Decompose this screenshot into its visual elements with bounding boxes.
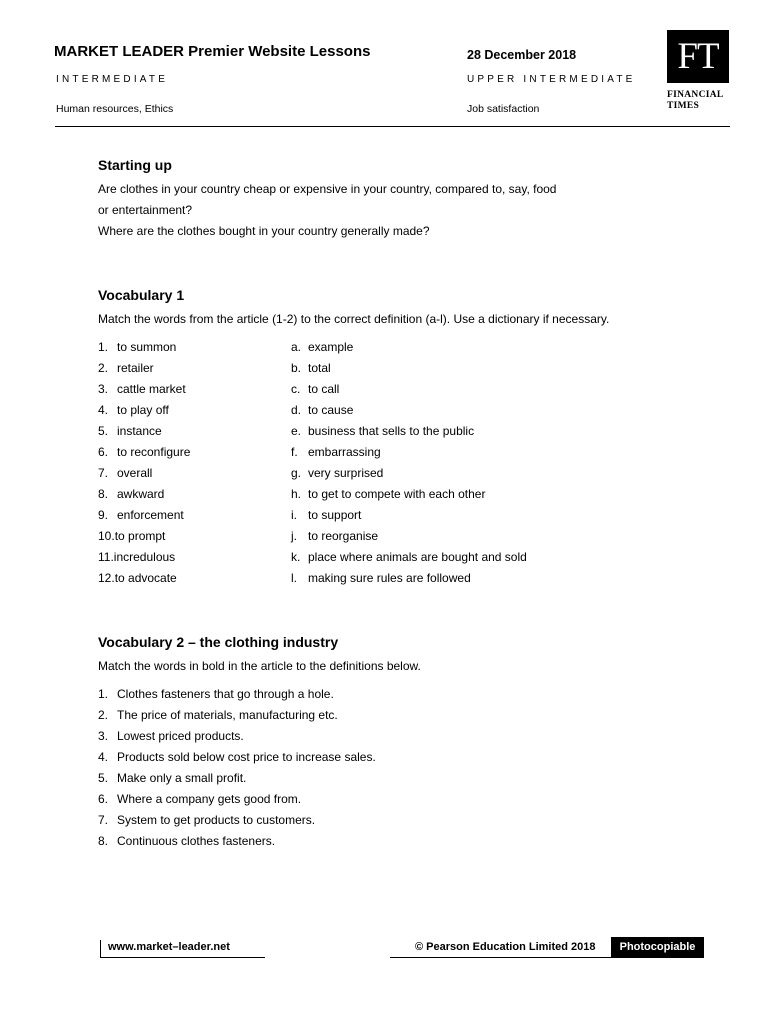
item-text: retailer — [117, 361, 154, 375]
item-text: Products sold below cost price to increase sales. — [117, 750, 376, 764]
item-text: Make only a small profit. — [117, 771, 247, 785]
topic-left: Human resources, Ethics — [56, 103, 174, 115]
list-item — [291, 337, 527, 358]
list-item — [291, 526, 527, 547]
item-number: 3. — [98, 729, 109, 743]
list-item — [98, 358, 190, 379]
item-number: 6. — [98, 792, 109, 806]
list-item — [291, 568, 527, 589]
item-text: Continuous clothes fasteners. — [117, 834, 276, 848]
list-item — [98, 505, 190, 526]
item-number: 3. — [98, 382, 109, 396]
vocab1-definition-list — [291, 337, 527, 589]
list-item — [291, 421, 527, 442]
vocab1-word-list — [98, 337, 190, 589]
ft-logo-sub-line2: TIMES — [667, 101, 700, 111]
item-text: to prompt — [114, 529, 166, 543]
list-item — [291, 547, 527, 568]
list-item — [291, 379, 527, 400]
ft-logo-sub-line1: FINANCIAL — [667, 90, 724, 100]
item-text: example — [308, 340, 354, 354]
item-letter: h. — [291, 487, 302, 501]
item-letter: i. — [291, 508, 297, 522]
item-text: Lowest priced products. — [117, 729, 244, 743]
vocab2-list — [98, 684, 376, 852]
item-number: 4. — [98, 750, 109, 764]
list-item — [98, 547, 190, 568]
item-text: to play off — [117, 403, 169, 417]
list-item — [98, 379, 190, 400]
list-item — [98, 568, 190, 589]
item-letter: j. — [291, 529, 297, 543]
page-title: MARKET LEADER Premier Website Lessons — [54, 43, 371, 60]
level-left: INTERMEDIATE — [56, 74, 169, 85]
item-letter: a. — [291, 340, 302, 354]
item-number: 7. — [98, 466, 109, 480]
website-link[interactable]: www.market–leader.net — [108, 941, 230, 953]
vocab1-instruction: Match the words from the article (1-2) to the correct definition (a-l). Use a dictionary if necessary. — [98, 312, 610, 326]
item-text: very surprised — [308, 466, 384, 480]
ft-logo: FT — [667, 30, 729, 83]
list-item — [98, 442, 190, 463]
item-number: 2. — [98, 708, 109, 722]
item-number: 2. — [98, 361, 109, 375]
item-text: to get to compete with each other — [308, 487, 486, 501]
list-item — [98, 831, 376, 852]
list-item — [98, 684, 376, 705]
item-text: to cause — [308, 403, 354, 417]
starting-up-line1: Are clothes in your country cheap or expensive in your country, compared to, say, food — [98, 182, 557, 196]
vocab2-instruction: Match the words in bold in the article to the definitions below. — [98, 659, 421, 673]
item-letter: e. — [291, 424, 302, 438]
list-item — [291, 400, 527, 421]
item-number: 4. — [98, 403, 109, 417]
item-number: 9. — [98, 508, 109, 522]
vocab1-heading: Vocabulary 1 — [98, 287, 185, 303]
item-text: enforcement — [117, 508, 184, 522]
level-right: UPPER INTERMEDIATE — [467, 74, 636, 85]
item-text: Where a company gets good from. — [117, 792, 302, 806]
date-label: 28 December 2018 — [467, 48, 577, 62]
list-item — [98, 421, 190, 442]
item-number: 6. — [98, 445, 109, 459]
list-item — [98, 810, 376, 831]
list-item — [98, 463, 190, 484]
item-text: incredulous — [113, 550, 176, 564]
item-text: cattle market — [117, 382, 186, 396]
vocab2-heading: Vocabulary 2 – the clothing industry — [98, 634, 339, 650]
topic-right: Job satisfaction — [467, 103, 540, 115]
item-text: to support — [308, 508, 362, 522]
footer-right-rule — [390, 957, 704, 958]
item-text: overall — [117, 466, 153, 480]
list-item — [98, 337, 190, 358]
list-item — [291, 442, 527, 463]
starting-up-line3: Where are the clothes bought in your country generally made? — [98, 224, 430, 238]
item-text: to reorganise — [308, 529, 379, 543]
item-text: to call — [308, 382, 340, 396]
item-text: business that sells to the public — [308, 424, 475, 438]
item-letter: f. — [291, 445, 298, 459]
list-item — [98, 400, 190, 421]
list-item — [98, 484, 190, 505]
list-item — [291, 358, 527, 379]
list-item — [98, 726, 376, 747]
copyright-notice: © Pearson Education Limited 2018 — [415, 941, 596, 953]
list-item — [98, 789, 376, 810]
list-item — [98, 526, 190, 547]
item-text: to advocate — [114, 571, 177, 585]
item-text: embarrassing — [308, 445, 381, 459]
photocopiable-badge: Photocopiable — [611, 937, 704, 957]
item-number: 10. — [98, 529, 115, 543]
item-number: 12. — [98, 571, 115, 585]
list-item — [98, 768, 376, 789]
starting-up-line2: or entertainment? — [98, 203, 193, 217]
footer-left-rule-vertical — [100, 940, 101, 957]
item-number: 7. — [98, 813, 109, 827]
list-item — [98, 705, 376, 726]
item-number: 8. — [98, 834, 109, 848]
item-text: System to get products to customers. — [117, 813, 316, 827]
item-text: total — [308, 361, 331, 375]
item-letter: d. — [291, 403, 302, 417]
item-text: The price of materials, manufacturing etc. — [117, 708, 338, 722]
item-number: 1. — [98, 687, 109, 701]
item-number: 8. — [98, 487, 109, 501]
item-number: 5. — [98, 424, 109, 438]
item-letter: g. — [291, 466, 302, 480]
item-text: making sure rules are followed — [308, 571, 471, 585]
ft-logo-subtitle — [667, 90, 724, 112]
list-item — [98, 747, 376, 768]
item-letter: k. — [291, 550, 301, 564]
starting-up-heading: Starting up — [98, 157, 172, 173]
item-number: 5. — [98, 771, 109, 785]
item-text: place where animals are bought and sold — [308, 550, 527, 564]
item-text: Clothes fasteners that go through a hole. — [117, 687, 334, 701]
list-item — [291, 484, 527, 505]
item-text: to reconfigure — [117, 445, 191, 459]
footer-left-rule — [100, 957, 265, 958]
item-letter: l. — [291, 571, 297, 585]
item-number: 1. — [98, 340, 109, 354]
starting-up-question — [98, 179, 556, 242]
list-item — [291, 463, 527, 484]
header-divider — [55, 126, 730, 127]
item-letter: b. — [291, 361, 302, 375]
item-text: instance — [117, 424, 162, 438]
item-text: to summon — [117, 340, 177, 354]
item-text: awkward — [117, 487, 165, 501]
item-letter: c. — [291, 382, 301, 396]
list-item — [291, 505, 527, 526]
item-number: 11. — [98, 550, 114, 564]
